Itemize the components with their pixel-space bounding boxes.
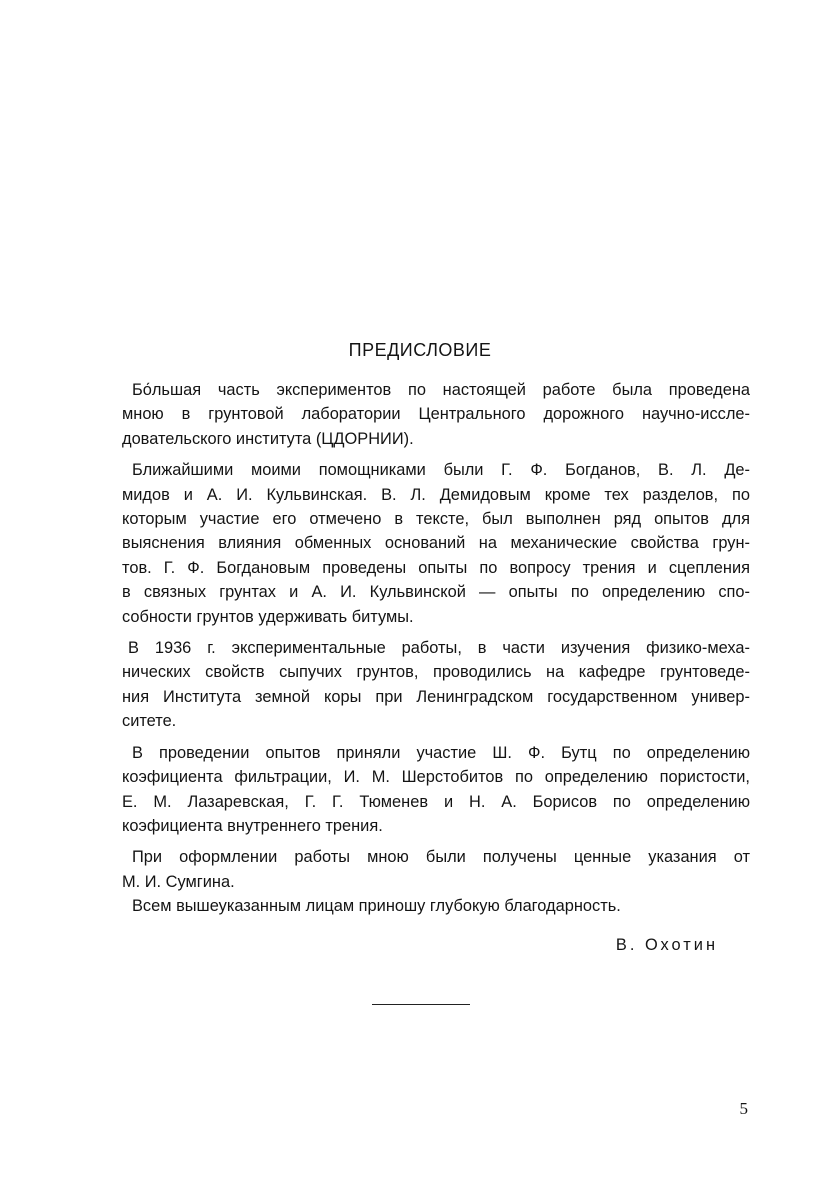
text-line: Е. М. Лазаревская, Г. Г. Тюменев и Н. А. Борисов по определению <box>122 792 750 811</box>
preface-body <box>122 378 750 919</box>
text-line: мною в грунтовой лаборатории Центрального дорожного научно-иссле- <box>122 405 750 424</box>
page-number: 5 <box>739 1099 748 1118</box>
divider <box>372 1004 470 1005</box>
text-line: мидов и А. И. Кульвинская. В. Л. Демидовым кроме тех разделов, по <box>122 485 750 504</box>
text-line: В проведении опытов приняли участие Ш. Ф. Бутц по определению <box>132 743 750 762</box>
text-line: коэфициента фильтрации, И. М. Шерстобитов по определению пористости, <box>122 768 750 787</box>
text-line: собности грунтов удерживать битумы. <box>122 607 414 626</box>
text-line: коэфициента внутреннего трения. <box>122 816 383 835</box>
text-line: Ближайшими моими помощниками были Г. Ф. Богданов, В. Л. Де- <box>132 461 750 480</box>
text-line: выяснения влияния обменных оснований на механические свойства грун- <box>122 534 750 553</box>
page-title: ПРЕДИСЛОВИЕ <box>348 340 492 360</box>
text-line: ния Института земной коры при Ленинградском государственном универ- <box>122 687 750 706</box>
text-line: тов. Г. Ф. Богдановым проведены опыты по вопросу трения и сцепления <box>122 558 750 577</box>
author-signature: В. Охотин <box>615 936 718 954</box>
text-line: довательского института (ЦДОРНИИ). <box>122 429 414 448</box>
text-line: ситете. <box>122 712 177 731</box>
text-line: Всем вышеуказанным лицам приношу глубокую благодарность. <box>132 897 621 916</box>
text-line: Бо́льшая часть экспериментов по настоящей работе была проведена <box>132 381 750 399</box>
text-line: При оформлении работы мною были получены ценные указания от <box>132 848 750 867</box>
text-line: которым участие его отмечено в тексте, был выполнен ряд опытов для <box>122 510 750 529</box>
text-line: в связных грунтах и А. И. Кульвинской — опыты по определению спо- <box>122 583 750 602</box>
text-line: В 1936 г. экспериментальные работы, в части изучения физико-меха- <box>128 639 750 658</box>
text-line: нических свойств сыпучих грунтов, проводились на кафедре грунтоведе- <box>122 663 750 682</box>
text-line: М. И. Сумгина. <box>122 872 235 891</box>
